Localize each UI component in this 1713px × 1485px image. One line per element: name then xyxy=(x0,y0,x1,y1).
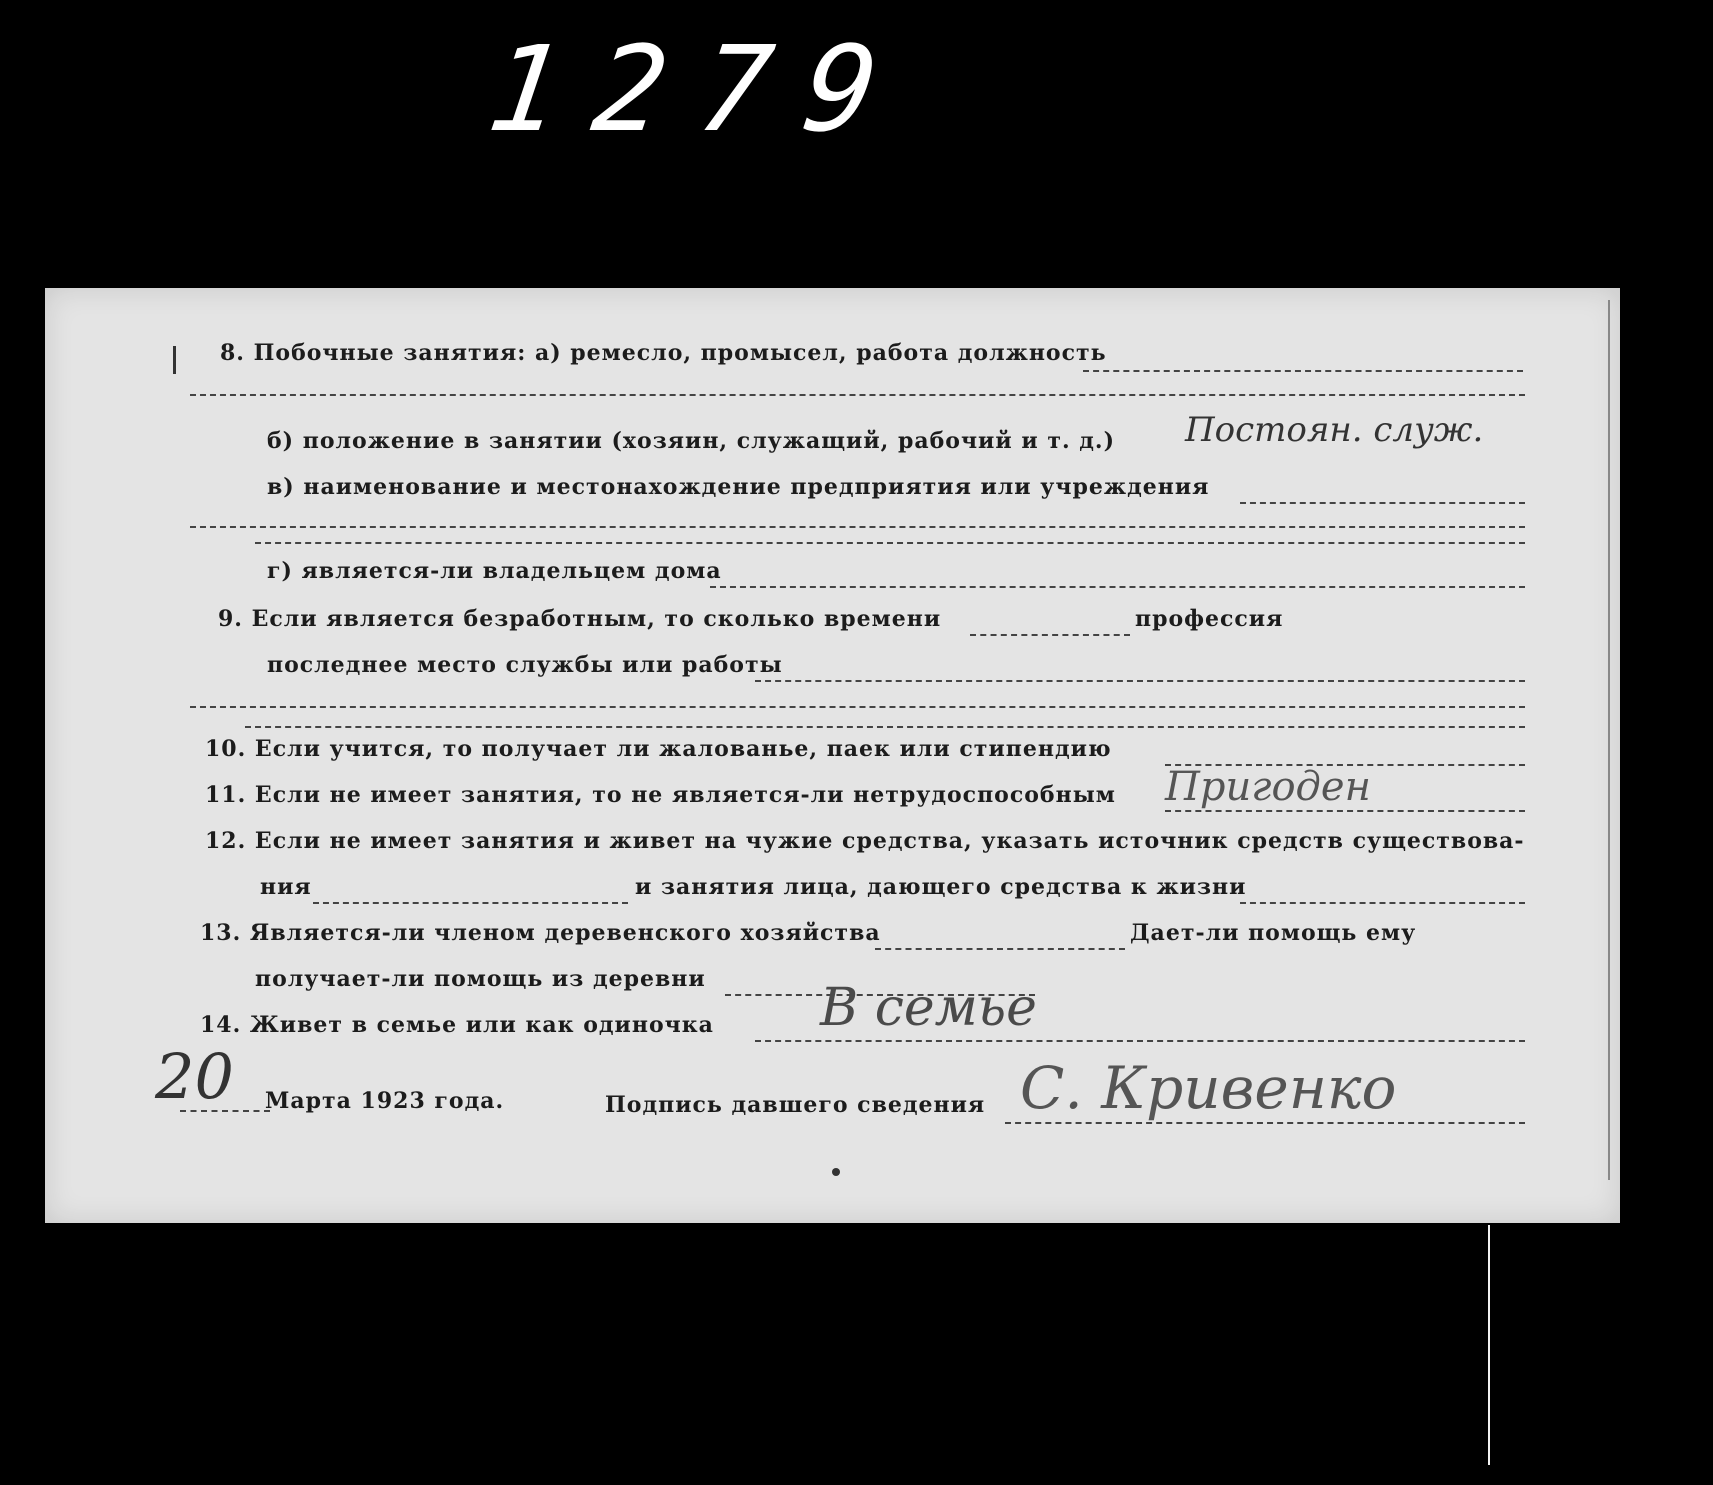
q8-g-rule xyxy=(710,586,1525,588)
q12: 12. Если не имеет занятия и живет на чужие средства, указать источник средств существова- xyxy=(205,828,1525,854)
signature: С. Кривенко xyxy=(1020,1054,1397,1122)
q8-rule-2 xyxy=(190,394,1525,396)
q12-cont-a: ния xyxy=(260,874,312,900)
q13-rule xyxy=(875,948,1125,950)
q13-help: Дает-ли помощь ему xyxy=(1130,920,1417,946)
q14-answer: В семье xyxy=(820,978,1037,1038)
sheet-number: 1279 xyxy=(480,20,920,158)
q13: 13. Является-ли членом деревенского хозяйства xyxy=(200,920,881,946)
q12-rule xyxy=(313,902,628,904)
signature-label: Подпись давшего сведения xyxy=(605,1092,986,1118)
dot-mark xyxy=(832,1168,840,1176)
q9-last-rule-3 xyxy=(245,726,1525,728)
footer-date: Марта 1923 года. xyxy=(265,1088,505,1114)
q14: 14. Живет в семье или как одиночка xyxy=(200,1012,714,1038)
q12-cont-b: и занятия лица, дающего средства к жизни xyxy=(635,874,1247,900)
census-card xyxy=(45,288,1620,1223)
q11: 11. Если не имеет занятия, то не является-ли нетрудоспособным xyxy=(205,782,1116,808)
q9-last-rule xyxy=(755,680,1525,682)
q9-last: последнее место службы или работы xyxy=(267,652,783,678)
q14-rule xyxy=(755,1040,1525,1042)
card-edge xyxy=(1608,300,1620,1180)
q9-prof: профессия xyxy=(1135,606,1284,632)
q13-cont: получает-ли помощь из деревни xyxy=(255,966,706,992)
day-rule xyxy=(180,1110,270,1112)
q12-rule-2 xyxy=(1240,902,1525,904)
footer-day: 20 xyxy=(155,1040,234,1113)
signature-rule xyxy=(1005,1122,1525,1124)
q10: 10. Если учится, то получает ли жалованье, паек или стипендию xyxy=(205,736,1112,762)
q11-rule xyxy=(1165,810,1525,812)
q8-v-rule-3 xyxy=(255,542,1525,544)
q8-g: г) является-ли владельцем дома xyxy=(267,558,722,584)
q8-main: 8. Побочные занятия: а) ремесло, промысел, работа должность xyxy=(220,340,1107,366)
q9-rule xyxy=(970,634,1130,636)
margin-mark xyxy=(173,346,176,374)
film-scratch xyxy=(1488,1225,1490,1465)
q8-b: б) положение в занятии (хозяин, служащий, рабочий и т. д.) xyxy=(267,428,1116,454)
q11-answer: Пригоден xyxy=(1165,764,1371,810)
q8-b-answer: Постоян. служ. xyxy=(1185,410,1484,450)
q9: 9. Если является безработным, то сколько времени xyxy=(218,606,942,632)
q9-last-rule-2 xyxy=(190,706,1525,708)
q8-v-rule-2 xyxy=(190,526,1525,528)
q8-v: в) наименование и местонахождение предприятия или учреждения xyxy=(267,474,1210,500)
q8-v-rule xyxy=(1240,502,1525,504)
q8-rule-1 xyxy=(1083,370,1523,372)
